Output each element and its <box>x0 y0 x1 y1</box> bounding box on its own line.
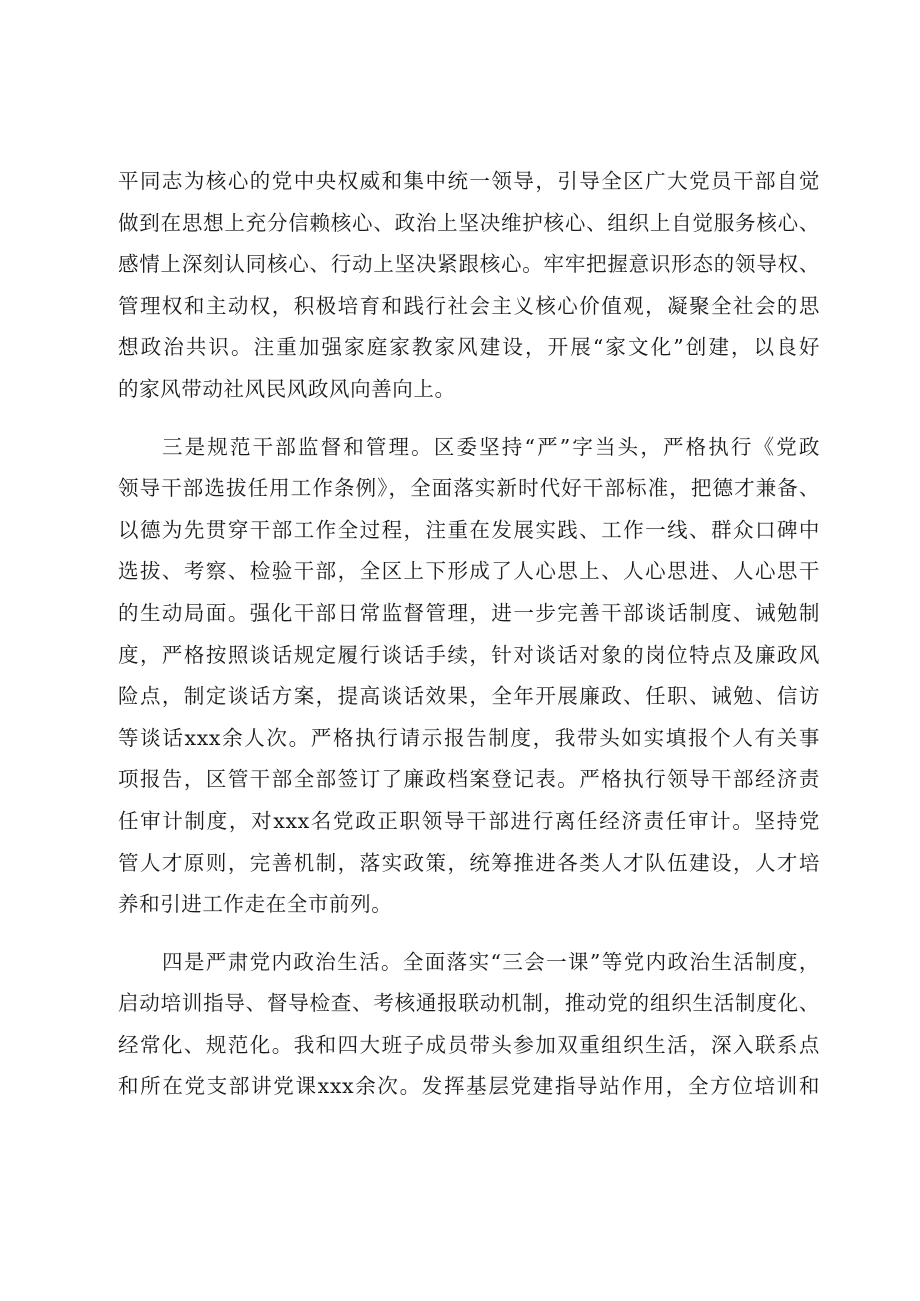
text-line: 经常化、规范化。我和四大班子成员带头参加双重组织生活，深入联系点 <box>118 1032 820 1057</box>
paragraph-3 <box>118 942 820 1108</box>
text-line: 的家风带动社风民风政风向善向上。 <box>118 376 456 401</box>
text-line: 做到在思想上充分信赖核心、政治上坚决维护核心、组织上自觉服务核心、 <box>118 210 820 235</box>
text-line: 度，严格按照谈话规定履行谈话手续，针对谈话对象的岗位特点及廉政风 <box>118 642 820 667</box>
text-line: 想政治共识。注重加强家庭家教家风建设，开展“家文化”创建，以良好 <box>118 335 820 360</box>
text-line: 和所在党支部讲党课xxx余次。发挥基层党建指导站作用，全方位培训和 <box>118 1074 820 1099</box>
text-line: 的生动局面。强化干部日常监督管理，进一步完善干部谈话制度、诫勉制 <box>118 600 820 625</box>
text-line: 启动培训指导、督导检查、考核通报联动机制，推动党的组织生活制度化、 <box>118 991 820 1016</box>
text-line: 以德为先贯穿干部工作全过程，注重在发展实践、工作一线、群众口碑中 <box>118 517 820 542</box>
text-line: 险点，制定谈话方案，提高谈话效果，全年开展廉政、任职、诫勉、信访 <box>118 684 820 709</box>
text-line: 任审计制度，对xxx名党政正职领导干部进行离任经济责任审计。坚持党 <box>118 808 820 833</box>
text-line: 养和引进工作走在全市前列。 <box>118 892 393 917</box>
text-line: 四是严肃党内政治生活。全面落实“三会一课”等党内政治生活制度， <box>162 949 820 974</box>
paragraph-spacer <box>118 926 820 942</box>
text-line: 等谈话xxx余人次。严格执行请示报告制度，我带头如实填报个人有关事 <box>118 725 820 750</box>
document-body <box>118 161 820 1108</box>
text-line: 三是规范干部监督和管理。区委坚持“严”字当头，严格执行《党政 <box>162 434 820 459</box>
text-line: 领导干部选拔任用工作条例》，全面落实新时代好干部标准，把德才兼备、 <box>118 476 820 501</box>
paragraph-1 <box>118 161 820 411</box>
text-line: 项报告，区管干部全部签订了廉政档案登记表。严格执行领导干部经济责 <box>118 767 820 792</box>
text-line: 平同志为核心的党中央权威和集中统一领导，引导全区广大党员干部自觉 <box>118 169 820 193</box>
text-line: 管人才原则，完善机制，落实政策，统筹推进各类人才队伍建设，人才培 <box>118 850 820 875</box>
text-line: 管理权和主动权，积极培育和践行社会主义核心价值观，凝聚全社会的思 <box>118 293 820 318</box>
paragraph-2 <box>118 427 820 926</box>
text-line: 感情上深刻认同核心、行动上坚决紧跟核心。牢牢把握意识形态的领导权、 <box>118 252 820 277</box>
paragraph-spacer <box>118 411 820 427</box>
text-line: 选拔、考察、检验干部，全区上下形成了人心思上、人心思进、人心思干 <box>118 559 820 584</box>
